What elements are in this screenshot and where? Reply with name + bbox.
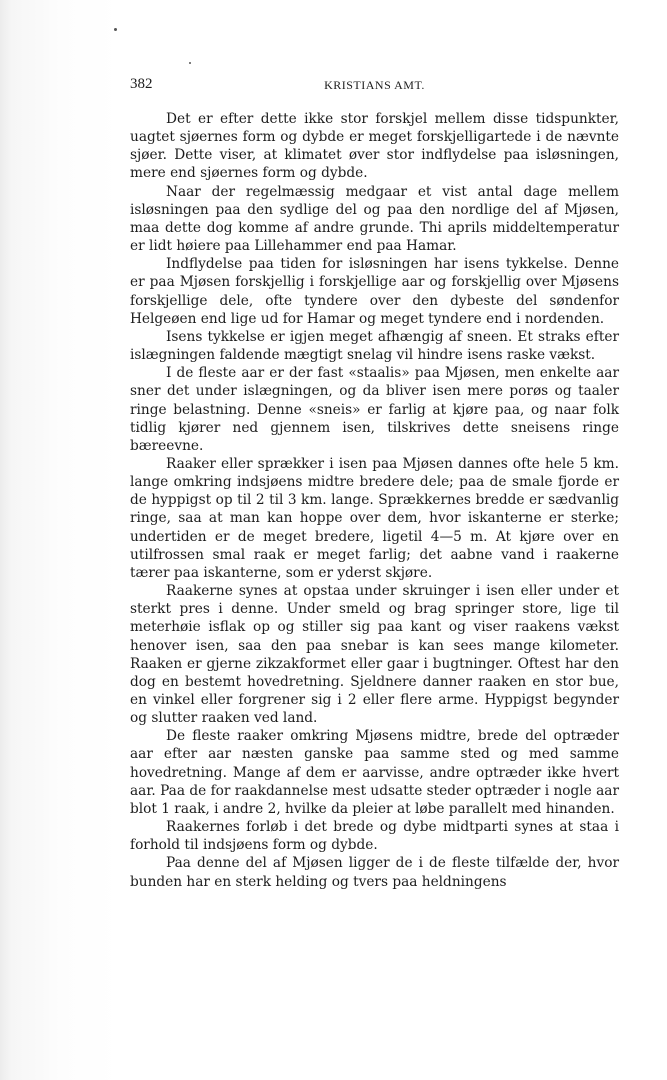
- page-header: [130, 76, 619, 96]
- scan-speck: [189, 62, 191, 64]
- paragraph: Raakernes forløb i det brede og dybe midtparti synes at staa i forhold til indsjøens form og dybde.: [130, 819, 619, 854]
- body-text: [130, 110, 619, 891]
- paragraph: Naar der regelmæssig medgaar et vist antal dage mellem isløsningen paa den sydlige del og paa den nordlige del af Mjøsen, maa dette dog komme af andre grunde. Thi aprils middeltemperatur er lidt høiere paa Lillehammer end paa Hamar.: [130, 183, 619, 255]
- paragraph: Isens tykkelse er igjen meget afhængig af sneen. Et straks efter islægningen faldende mægtigt snelag vil hindre isens raske vækst.: [130, 328, 619, 364]
- paragraph: Indflydelse paa tiden for isløsningen har isens tykkelse. Denne er paa Mjøsen forskjellig i forskjellige aar og forskjellig over Mjøsens forskjellige dele, ofte tyndere over den dybeste del søndenfor Helgeøen end lige ud for Hamar og meget tyndere end i nordenden.: [130, 256, 619, 327]
- paragraph: De fleste raaker omkring Mjøsens midtre, brede del optræder aar efter aar næsten ganske paa samme sted og med samme hovedretning. Mange af dem er aarvisse, andre optræder ikke hvert aar. Paa de for raakdannelse mest udsatte steder optræder i nogle aar blot 1 raak, i andre 2, hvilke da pleier at løbe parallelt med hinanden.: [130, 728, 619, 817]
- paragraph: Raaker eller sprækker i isen paa Mjøsen dannes ofte hele 5 km. lange omkring indsjøens midtre bredere dele; paa de smale fjorde er de hyppigst op til 2 til 3 km. lange. Sprækkernes bredde er sædvanlig ringe, saa at man kan hoppe over dem, hvor iskanterne er sterke; undertiden er de meget bredere, ligetil 4—5 m. At kjøre over en utilfrossen smal raak er meget farlig; det aabne vand i raakerne tærer paa iskanterne, som er yderst skjøre.: [130, 455, 619, 581]
- page-number: 382: [130, 76, 153, 92]
- paragraph: Det er efter dette ikke stor forskjel mellem disse tidspunkter, uagtet sjøernes form og dybde er meget forskjelligartede i de nævnte sjøer. Dette viser, at klimatet øver stor indflydelse paa isløsningen, mere end sjøernes form og dybde.: [130, 111, 619, 182]
- running-head: KRISTIANS AMT.: [324, 78, 425, 92]
- paragraph: Raakerne synes at opstaa under skruinger i isen eller under et sterkt pres i denne. Under smeld og brag springer store, lige til meterhøie isflak op og stiller sig paa kant og viser raakens vækst henover isen, saa den paa snebar is kan sees mange kilometer. Raaken er gjerne zikzakformet eller gaar i bugtninger. Oftest har den dog en bestemt hovedretning. Sjeldnere danner raaken en stor bue, en vinkel eller forgrener sig i 2 eller flere arme. Hyppigst begynder og slutter raaken ved land.: [130, 583, 619, 727]
- paragraph: I de fleste aar er der fast «staalis» paa Mjøsen, men enkelte aar sner det under islægningen, og da bliver isen mere porøs og taaler ringe belastning. Denne «sneis» er farlig at kjøre paa, og naar folk tidlig kjører ned gjennem isen, tilskrives dette sneisens ringe bæreevne.: [130, 365, 619, 454]
- paragraph: Paa denne del af Mjøsen ligger de i de fleste tilfælde der, hvor bunden har en sterk helding og tvers paa heldningens: [130, 855, 619, 890]
- scan-speck: [114, 28, 117, 31]
